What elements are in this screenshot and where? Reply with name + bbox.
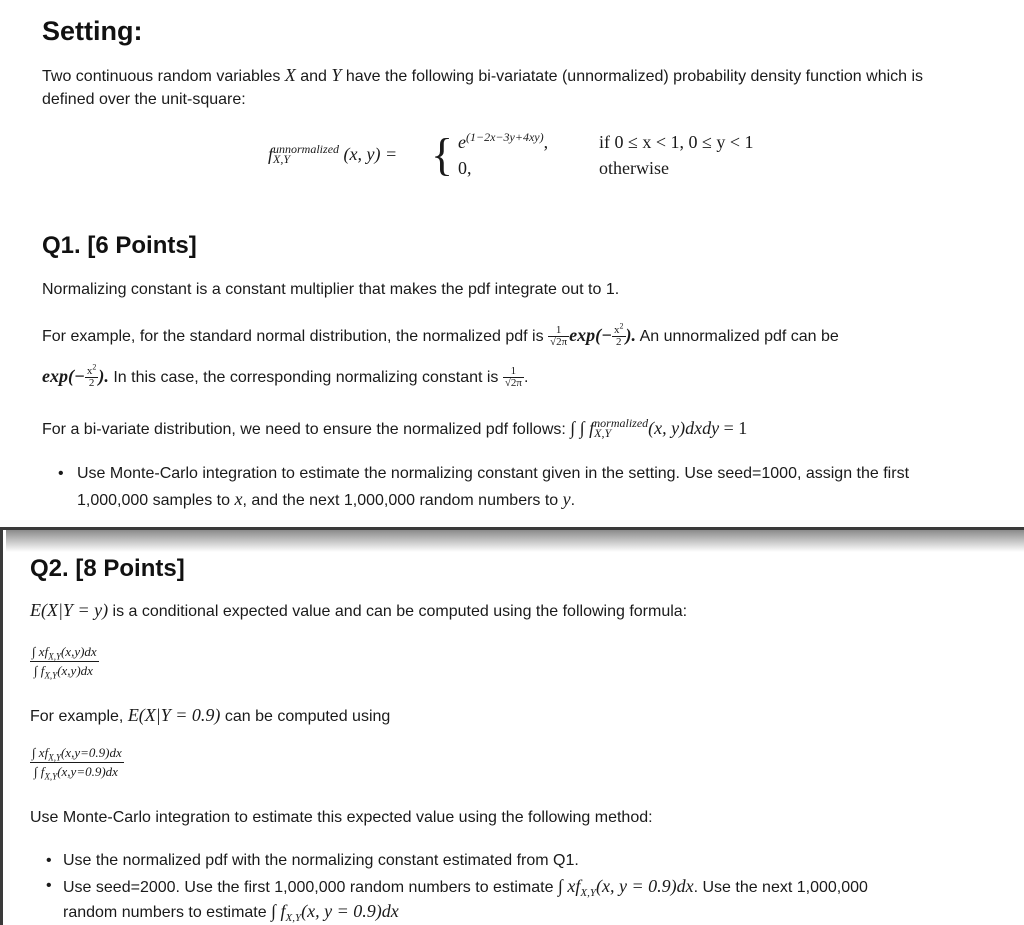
q1-bullet-dot: • [58, 465, 64, 482]
q1-definition: Normalizing constant is a constant multiplier that makes the pdf integrate out to 1. [42, 281, 620, 298]
q2-bullet1-dot: • [46, 852, 52, 869]
q2-formula-fraction: ∫ $xf_{X,Y}(x,y)dx$ ∫ $f_{X,Y}(x,y)dx$ [32, 644, 97, 681]
q1-bullet-line1: Use Monte-Carlo integration to estimate the normalizing constant given in the setting. Use seed=1000, assign the first [77, 465, 910, 482]
q1-bullet-line2: 1,000,000 samples to x, and the next 1,000,000 random numbers to y. [77, 489, 576, 509]
panel-left-edge [0, 530, 3, 925]
q2-method: Use Monte-Carlo integration to estimate this expected value using the following method: [30, 809, 653, 826]
setting-intro-line1: Two continuous random variables X and Y have the following bi-variatate (unnormalized) probability density function which is [42, 65, 924, 85]
case2-condition: otherwise [599, 158, 669, 178]
q2-example-fraction: ∫ $xf_{X,Y}(x,y=0.9)dx$ ∫ $f_{X,Y}(x,y=0.9)dx$ [32, 745, 122, 782]
q2-conditional-def: E(X|Y = y) is a conditional expected value and can be computed using the following formula: [30, 600, 688, 620]
panel-shadow [6, 530, 1024, 552]
q1-example-line1: For example, for the standard normal distribution, the normalized pdf is $\frac{1}{√2\pi}$ exp(− $\frac{x^2}{2}$ ). An unnormalized pdf can be [42, 321, 839, 349]
q2-bullet2-dot: • [46, 877, 52, 894]
pdf-definition [268, 130, 808, 185]
case1-value: $e^{(1-2x-3y+4xy)}$, [458, 130, 549, 152]
one-over-sqrt2pi: $\frac{1}{√2\pi}$ [550, 324, 568, 349]
q2-example: For example, E(X|Y = 0.9) can be computed using [30, 705, 391, 725]
q1-bivariate-condition: For a bi-variate distribution, we need to ensure the normalized pdf follows: ∫ ∫ f normalized X,Y (x, y)dxdy = 1 [42, 415, 748, 440]
q2-bullet2-line2: random numbers to estimate ∫ $f_{X,Y}(x$, y = 0.9)dx [63, 901, 399, 925]
q1-example-line2: exp(− $\frac{x^2}{2}$ ). In this case, the corresponding normalizing constant is $\frac{1}{√2\pi}$ . [42, 362, 529, 390]
pdf-lhs: f unnormalized X,Y (x, y) = [268, 141, 398, 166]
setting-intro-line2: defined over the unit-square: [42, 91, 246, 108]
q2-title: Q2. [8 Points] [30, 555, 185, 582]
left-brace: { [431, 129, 454, 180]
case1-condition: if 0 ≤ x < 1, 0 ≤ y < 1 [599, 132, 754, 152]
q2-bullet1: Use the normalized pdf with the normalizing constant estimated from Q1. [63, 852, 579, 869]
q2-bullet2-line1: Use seed=2000. Use the first 1,000,000 random numbers to estimate ∫ $xf_{X,Y}(x$, y = 0.9)dx. Use the next 1,000,000 [63, 876, 868, 900]
setting-title: Setting: [42, 16, 143, 46]
q1-title: Q1. [6 Points] [42, 232, 197, 259]
case2-value: 0, [458, 158, 472, 178]
